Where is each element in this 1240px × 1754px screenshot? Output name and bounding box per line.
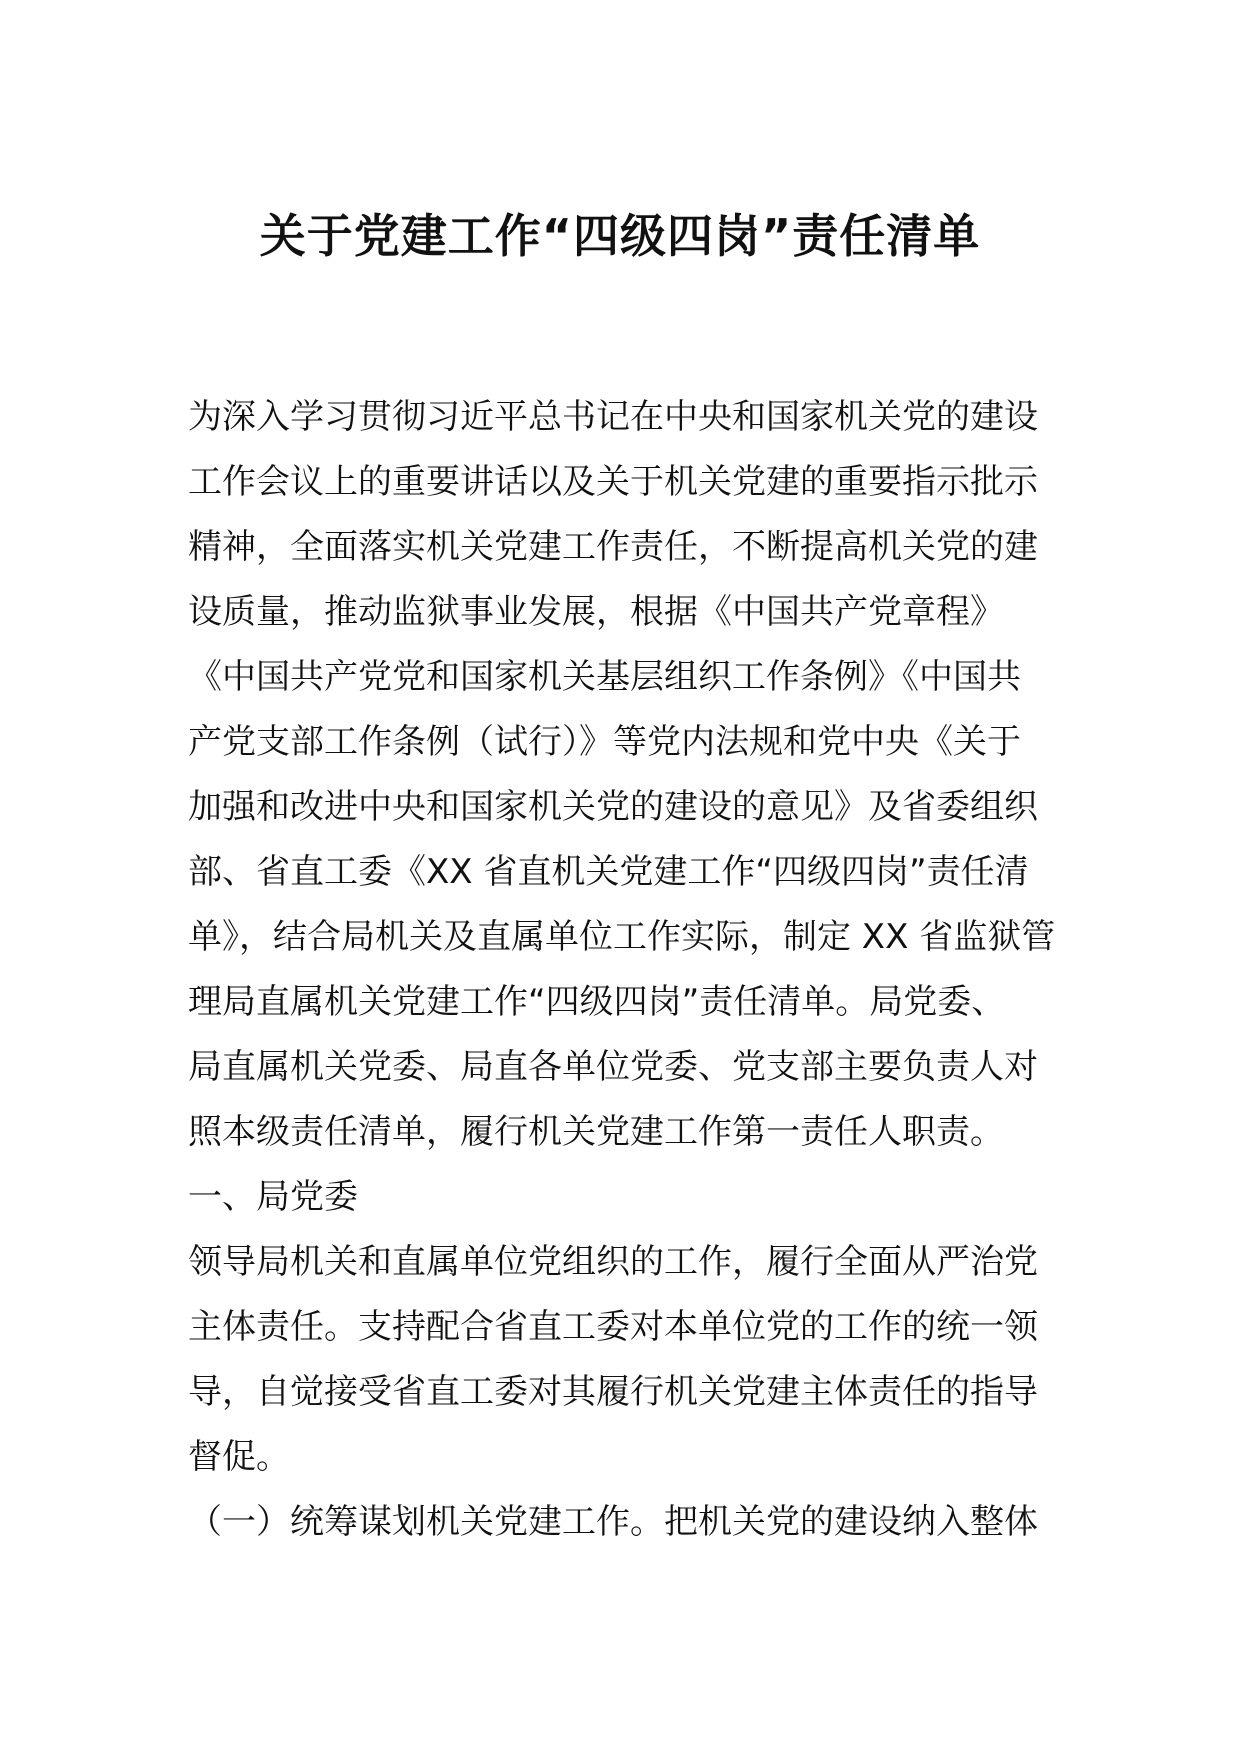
section-heading: 一、局党委 bbox=[188, 1177, 358, 1217]
document-body bbox=[188, 385, 1068, 1555]
body-line: 理局直属机关党建工作“四级四岗”责任清单。局党委、 bbox=[188, 982, 1006, 1022]
body-line: 精神，全面落实机关党建工作责任，不断提高机关党的建 bbox=[188, 527, 1038, 567]
body-line: 导，自觉接受省直工委对其履行机关党建主体责任的指导 bbox=[188, 1372, 1038, 1412]
body-line: 局直属机关党委、局直各单位党委、党支部主要负责人对 bbox=[188, 1047, 1038, 1087]
body-line: 督促。 bbox=[188, 1437, 290, 1477]
subsection-line: （一）统筹谋划机关党建工作。把机关党的建设纳入整体 bbox=[188, 1502, 1038, 1542]
document-title: 关于党建工作“四级四岗”责任清单 bbox=[259, 209, 981, 263]
body-line: 产党支部工作条例（试行）》等党内法规和党中央《关于 bbox=[188, 722, 1021, 762]
body-line: 照本级责任清单，履行机关党建工作第一责任人职责。 bbox=[188, 1112, 1004, 1152]
body-line: 部、省直工委《XX 省直机关党建工作“四级四岗”责任清 bbox=[188, 852, 1029, 892]
body-line: 领导局机关和直属单位党组织的工作，履行全面从严治党 bbox=[188, 1242, 1038, 1282]
body-line: 设质量，推动监狱事业发展，根据《中国共产党章程》 bbox=[188, 592, 1004, 632]
body-line: 单》，结合局机关及直属单位工作实际，制定 XX 省监狱管 bbox=[188, 917, 1056, 957]
body-line: 加强和改进中央和国家机关党的建设的意见》及省委组织 bbox=[188, 787, 1038, 827]
body-line: 主体责任。支持配合省直工委对本单位党的工作的统一领 bbox=[188, 1307, 1038, 1347]
body-line: 《中国共产党党和国家机关基层组织工作条例》《中国共 bbox=[188, 657, 1021, 697]
body-line: 为深入学习贯彻习近平总书记在中央和国家机关党的建设 bbox=[188, 397, 1038, 437]
body-line: 工作会议上的重要讲话以及关于机关党建的重要指示批示 bbox=[188, 462, 1038, 502]
